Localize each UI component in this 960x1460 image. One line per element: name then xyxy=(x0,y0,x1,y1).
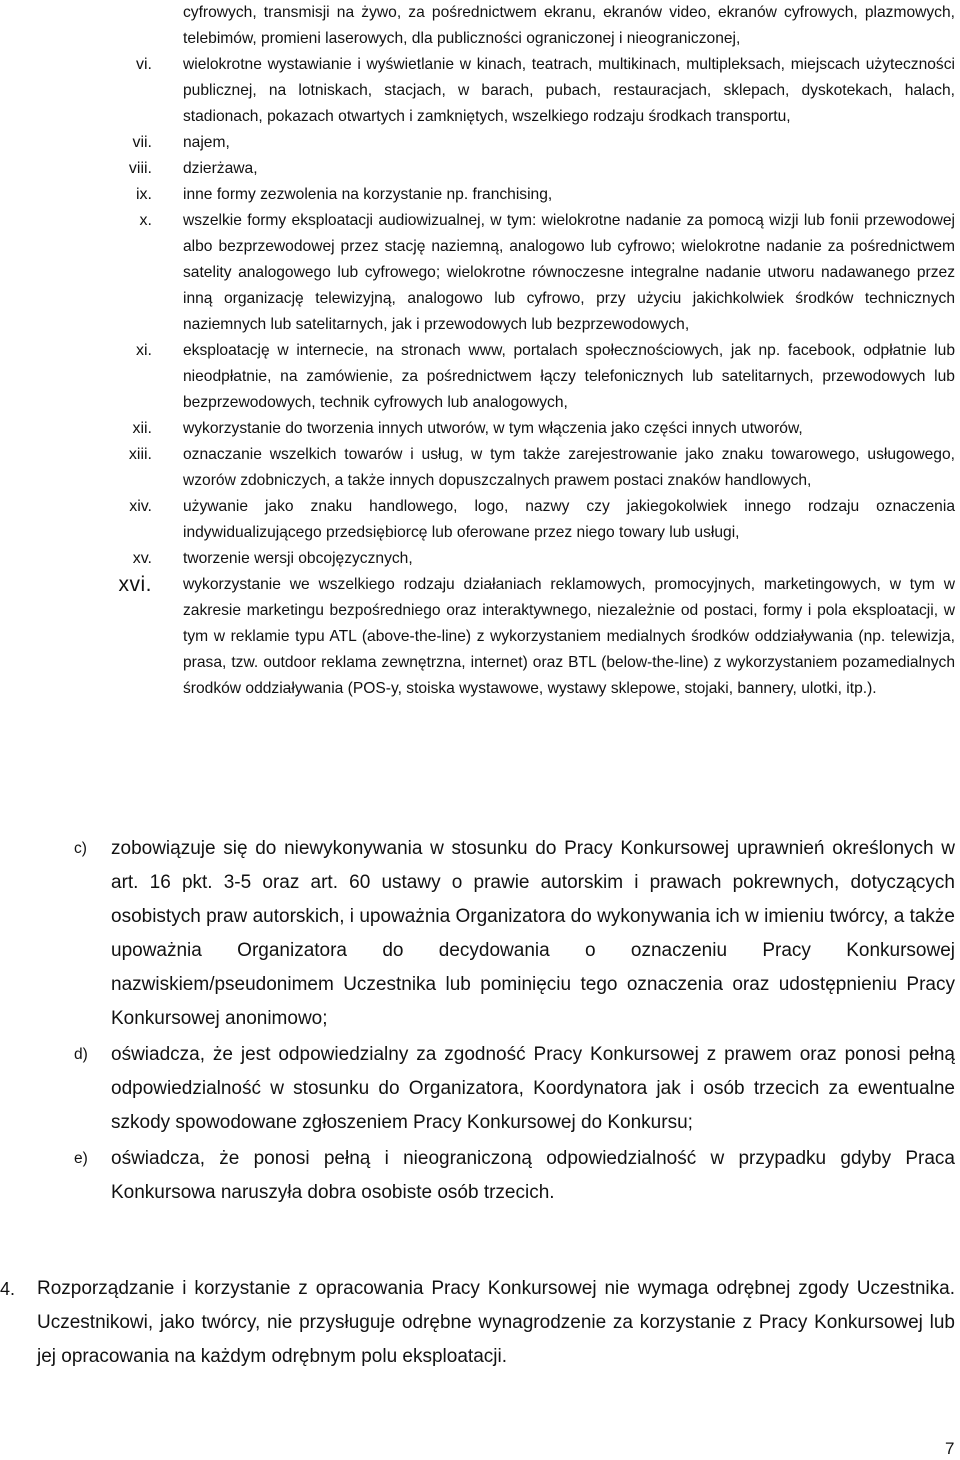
list-item-number: xii. xyxy=(132,420,152,437)
list-item-number: xiii. xyxy=(128,446,152,463)
list-item-xvi xyxy=(0,572,960,702)
list-item-xiii xyxy=(0,442,960,494)
list-item-e xyxy=(0,1142,960,1210)
list-item-number: x. xyxy=(139,212,152,229)
list-item-text: wykorzystanie do tworzenia innych utworów, w tym włączenia jako części innych utworów, xyxy=(183,420,803,437)
list-item-vii xyxy=(0,130,960,156)
list-item-text: tworzenie wersji obcojęzycznych, xyxy=(183,550,413,567)
list-item-viii xyxy=(0,156,960,182)
list-item-xi xyxy=(0,338,960,416)
list-item-text: eksploatację w internecie, na stronach www, portalach społecznościowych, jak np. facebook, odpłatnie lub nieodpłatnie, na zamówienie, za pośrednictwem łączy telefonicznych lub satelitarnych, przewodowych lub bezprzewodowych, technik cyfrowych lub analogowych, xyxy=(183,342,955,411)
list-item-number: vii. xyxy=(132,134,152,151)
letter-list xyxy=(0,832,960,1212)
list-item-continuation xyxy=(0,0,960,52)
list-item-number: xv. xyxy=(132,550,152,567)
list-item-number: vi. xyxy=(136,56,152,73)
list-item-letter: e) xyxy=(74,1150,88,1167)
list-item-number: xi. xyxy=(136,342,152,359)
list-item-text: zobowiązuje się do niewykonywania w stosunku do Pracy Konkursowej uprawnień określonych w art. 16 pkt. 3-5 oraz art. 60 ustawy o prawie autorskim i prawach pokrewnych, dotyczących osobistych praw autorskich, i upoważnia Organizatora do wykonywania ich w imieniu twórcy, a także upoważnia Organizatora do decydowania o oznaczeniu Pracy Konkursowej nazwiskiem/pseudonimem Uczestnika lub pominięciu tego oznaczenia oraz udostępnieniu Pracy Konkursowej anonimowo; xyxy=(111,838,955,1029)
list-item-text: cyfrowych, transmisji na żywo, za pośrednictwem ekranu, ekranów video, ekranów cyfrowych, plazmowych, telebimów, promieni laserowych, dla publiczności ograniczonej i nieograniczonej, xyxy=(183,4,955,47)
list-item-xii xyxy=(0,416,960,442)
list-item-letter: c) xyxy=(74,840,87,857)
page-number: 7 xyxy=(945,1439,955,1458)
list-item-number: xvi. xyxy=(118,573,152,596)
list-item-number: xiv. xyxy=(129,498,152,515)
list-item-x xyxy=(0,208,960,338)
list-item-letter: d) xyxy=(74,1046,88,1063)
list-item-text: oświadcza, że ponosi pełną i nieograniczoną odpowiedzialność w przypadku gdyby Praca Konkursowa naruszyła dobra osobiste osób trzecich. xyxy=(111,1148,955,1203)
list-item-c xyxy=(0,832,960,1036)
roman-numeral-list xyxy=(0,0,960,702)
list-item-number: viii. xyxy=(128,160,152,177)
list-item-text: inne formy zezwolenia na korzystanie np. franchising, xyxy=(183,186,553,203)
list-item-text: używanie jako znaku handlowego, logo, nazwy czy jakiegokolwiek innego rodzaju oznaczenia indywidualizującego przedsiębiorcę lub oferowane przez niego towary lub usługi, xyxy=(183,498,955,541)
list-item-text: wielokrotne wystawianie i wyświetlanie w kinach, teatrach, multikinach, multipleksach, miejscach użyteczności publicznej, na lotniskach, stacjach, w barach, pubach, restauracjach, sklepach, dyskotekach, halach, stadionach, pokazach otwartych i zamkniętych, wszelkiego rodzaju środkach transportu, xyxy=(183,56,955,125)
point-text: Rozporządzanie i korzystanie z opracowania Pracy Konkursowej nie wymaga odrębnej zgody Uczestnika. Uczestnikowi, jako twórcy, nie przysługuje odrębne wynagrodzenie za korzystanie z Pracy Konkursowej lub jej opracowania na każdym odrębnym polu eksploatacji. xyxy=(37,1278,955,1367)
list-item-xiv xyxy=(0,494,960,546)
point-number: 4. xyxy=(0,1279,16,1299)
list-item-d xyxy=(0,1038,960,1140)
numbered-point-4 xyxy=(0,1272,960,1374)
list-item-text: wykorzystanie we wszelkiego rodzaju działaniach reklamowych, promocyjnych, marketingowych, w tym w zakresie marketingu bezpośredniego oraz interaktywnego, niezależnie od postaci, formy i pola eksploatacji, w tym w reklamie typu ATL (above-the-line) z wykorzystaniem medialnych środków oddziaływania (np. telewizja, prasa, tzw. outdoor reklama zewnętrzna, internet) oraz BTL (below-the-line) z wykorzystaniem pozamedialnych środków oddziaływania (POS-y, stoiska wystawowe, wystawy sklepowe, stojaki, bannery, ulotki, itp.). xyxy=(183,576,955,697)
list-item-ix xyxy=(0,182,960,208)
list-item-text: oświadcza, że jest odpowiedzialny za zgodność Pracy Konkursowej z prawem oraz ponosi pełną odpowiedzialność w stosunku do Organizatora, Koordynatora jak i osób trzecich za ewentualne szkody spowodowane zgłoszeniem Pracy Konkursowej do Konkursu; xyxy=(111,1044,955,1133)
list-item-text: dzierżawa, xyxy=(183,160,258,177)
list-item-number: ix. xyxy=(136,186,152,203)
list-item-text: wszelkie formy eksploatacji audiowizualnej, w tym: wielokrotne nadanie za pomocą wizji lub fonii przewodowej albo bezprzewodowej przez stację naziemną, analogowo lub cyfrowo; wielokrotne nadanie za pośrednictwem satelity analogowego lub cyfrowego; wielokrotne równoczesne integralne nadanie utworu nadawanego przez inną organizację telewizyjną, analogowo lub cyfrowo, przy użyciu jakichkolwiek środków technicznych naziemnych lub satelitarnych, jak i przewodowych lub bezprzewodowych, xyxy=(183,212,955,333)
list-item-text: oznaczanie wszelkich towarów i usług, w tym także zarejestrowanie jako znaku towarowego, usługowego, wzorów zdobniczych, a także innych dopuszczalnych prawem postaci znaków handlowych, xyxy=(183,446,955,489)
list-item-xv xyxy=(0,546,960,572)
list-item-vi xyxy=(0,52,960,130)
list-item-text: najem, xyxy=(183,134,230,151)
